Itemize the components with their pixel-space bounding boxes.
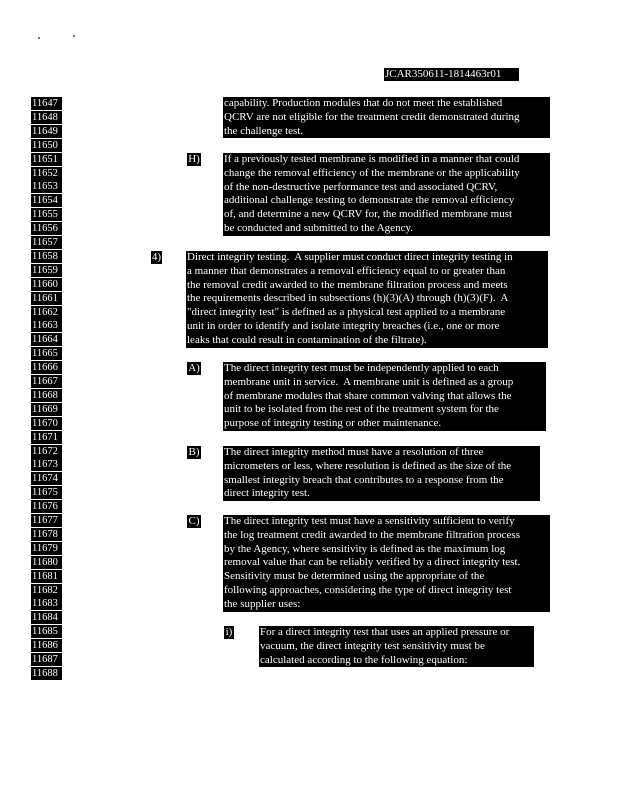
line-number: 11675	[31, 486, 62, 499]
line-number: 11667	[31, 375, 62, 388]
scan-speck	[73, 35, 75, 37]
line-number: 11658	[31, 250, 62, 263]
line-number: 11647	[31, 97, 62, 110]
line-number: 11680	[31, 556, 62, 569]
line-number: 11683	[31, 597, 62, 610]
paragraph-i: For a direct integrity test that uses an applied pressure or vacuum, the direct integrity test sensitivity must be calculated according to the following equation:	[259, 626, 534, 667]
line-number: 11688	[31, 667, 62, 680]
line-number: 11673	[31, 458, 62, 471]
line-number: 11657	[31, 236, 62, 249]
line-number: 11682	[31, 584, 62, 597]
line-number: 11684	[31, 611, 62, 624]
line-number: 11681	[31, 570, 62, 583]
line-number: 11649	[31, 125, 62, 138]
line-number: 11685	[31, 625, 62, 638]
line-number: 11663	[31, 319, 62, 332]
scan-speck	[38, 37, 40, 39]
line-number: 11665	[31, 347, 62, 360]
paragraph-4-direct-integrity-testing: Direct integrity testing. A supplier must conduct direct integrity testing in a manner that demonstrates a removal efficiency equal to or greater than the removal credit awarded to the membrane filtration process and meets the requirements described in subsections (h)(3)(A) through (h)(3)(F). A "direct integrity test" is defined as a physical test applied to a membrane unit in order to identify and isolate integrity breaches (i.e., one or more leaks that could result in contamination of the filtrate).	[186, 251, 548, 348]
line-number: 11651	[31, 153, 62, 166]
line-number: 11656	[31, 222, 62, 235]
line-number: 11672	[31, 445, 62, 458]
line-number: 11659	[31, 264, 62, 277]
line-number: 11648	[31, 111, 62, 124]
line-number: 11661	[31, 292, 62, 305]
line-number: 11650	[31, 139, 62, 152]
paragraph-b: The direct integrity method must have a resolution of three micrometers or less, where resolution is defined as the size of the smallest integrity breach that contributes to a response from the direct integrity test.	[223, 446, 540, 501]
item-marker-4: 4)	[151, 251, 162, 263]
line-number: 11662	[31, 306, 62, 319]
line-number: 11664	[31, 333, 62, 346]
item-marker-b: B)	[188, 446, 200, 458]
line-number: 11678	[31, 528, 62, 541]
line-number: 11654	[31, 194, 62, 207]
line-number: 11687	[31, 653, 62, 666]
line-number: 11676	[31, 500, 62, 513]
line-number: 11677	[31, 514, 62, 527]
line-number: 11679	[31, 542, 62, 555]
item-marker-a: A)	[188, 362, 200, 374]
line-number: 11668	[31, 389, 62, 402]
paragraph-a: The direct integrity test must be independently applied to each membrane unit in service. A membrane unit is defined as a group of membrane modules that share common valving that allows the unit to be isolated from the rest of the treatment system for the purpose of integrity testing or other maintenance.	[223, 362, 546, 431]
line-number: 11686	[31, 639, 62, 652]
item-marker-i: i)	[225, 626, 233, 638]
item-marker-c: C)	[188, 515, 200, 527]
paragraph-c: The direct integrity test must have a sensitivity sufficient to verify the log treatment credit awarded to the membrane filtration process by the Agency, where sensitivity is defined as the maximum log removal value that can be reliably verified by a direct integrity test. Sensitivity must be determined using the appropriate of the following approaches, considering the type of direct integrity test the supplier uses:	[223, 515, 550, 612]
line-number: 11660	[31, 278, 62, 291]
line-number: 11669	[31, 403, 62, 416]
line-number: 11666	[31, 361, 62, 374]
item-marker-h: H)	[188, 153, 200, 165]
paragraph-h: If a previously tested membrane is modified in a manner that could change the removal efficiency of the membrane or the applicability of the non-destructive performance test and associated QCRV, additional challenge testing to demonstrate the removal efficiency of, and determine a new QCRV for, the modified membrane must be conducted and submitted to the Agency.	[223, 153, 550, 236]
line-number: 11652	[31, 167, 62, 180]
line-number: 11674	[31, 472, 62, 485]
line-number: 11655	[31, 208, 62, 221]
line-number: 11670	[31, 417, 62, 430]
line-number: 11653	[31, 180, 62, 193]
document-id-header: JCAR350611-1814463r01	[384, 68, 519, 81]
continuation-paragraph: capability. Production modules that do not meet the established QCRV are not eligible for the treatment credit demonstrated during the challenge test.	[223, 97, 550, 138]
line-number: 11671	[31, 431, 62, 444]
